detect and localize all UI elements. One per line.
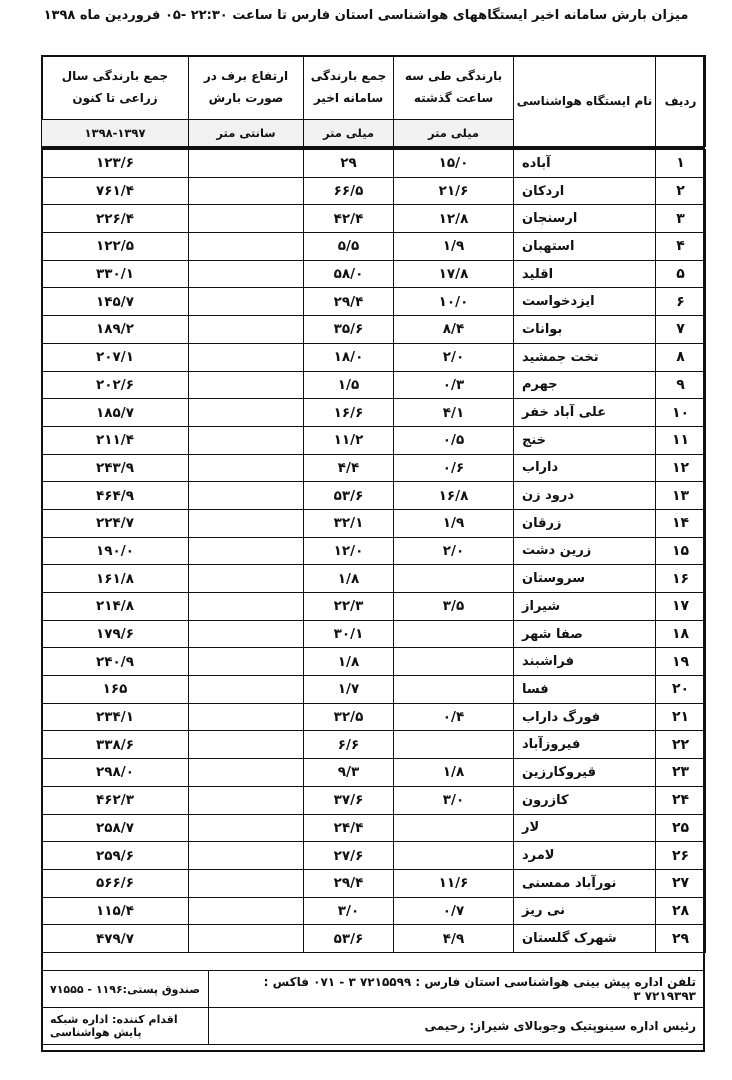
- snow-value: [189, 786, 304, 814]
- station-name: درود زن: [514, 482, 656, 510]
- system-total-value: ۱۲/۰: [304, 537, 394, 565]
- rain3h-value: ۰/۳: [394, 371, 514, 399]
- row-number: ۲۳: [656, 759, 706, 787]
- snow-value: [189, 676, 304, 704]
- row-number: ۳: [656, 205, 706, 233]
- table-row: [42, 786, 706, 814]
- system-total-value: ۳۷/۶: [304, 786, 394, 814]
- snow-value: [189, 288, 304, 316]
- season-total-value: ۲۹۸/۰: [42, 759, 189, 787]
- snow-value: [189, 260, 304, 288]
- rain3h-value: ۰/۷: [394, 897, 514, 925]
- system-total-value: ۳۰/۱: [304, 620, 394, 648]
- station-name: قیروکارزین: [514, 759, 656, 787]
- snow-value: [189, 814, 304, 842]
- rain3h-value: ۲/۰: [394, 537, 514, 565]
- system-total-value: ۲۹: [304, 150, 394, 178]
- snow-value: [189, 703, 304, 731]
- row-number: ۴: [656, 233, 706, 261]
- table-row: [42, 316, 706, 344]
- page-title: میزان بارش سامانه اخیر ایستگاههای هواشناسی استان فارس تا ساعت ۲۲:۳۰ -۰۵ فروردین ماه ۱۳۹۸: [43, 8, 689, 23]
- system-total-value: ۳۲/۱: [304, 509, 394, 537]
- table-row: [42, 260, 706, 288]
- row-number: ۱۲: [656, 454, 706, 482]
- system-total-value: ۲۹/۴: [304, 869, 394, 897]
- row-number: ۸: [656, 343, 706, 371]
- rain3h-value: [394, 620, 514, 648]
- season-total-value: ۱۲۳/۶: [42, 150, 189, 178]
- system-total-value: ۱/۸: [304, 648, 394, 676]
- table-row: [42, 288, 706, 316]
- system-total-value: ۶۶/۵: [304, 177, 394, 205]
- row-number: ۱۱: [656, 426, 706, 454]
- system-total-value: ۳۲/۵: [304, 703, 394, 731]
- station-name: صفا شهر: [514, 620, 656, 648]
- snow-value: [189, 842, 304, 870]
- table-row: [42, 343, 706, 371]
- station-name: تخت جمشید: [514, 343, 656, 371]
- table-row: [42, 814, 706, 842]
- rain3h-value: ۱/۸: [394, 759, 514, 787]
- rain3h-value: ۱۲/۸: [394, 205, 514, 233]
- system-total-value: ۳/۰: [304, 897, 394, 925]
- row-number: ۲۴: [656, 786, 706, 814]
- snow-value: [189, 565, 304, 593]
- snow-value: [189, 233, 304, 261]
- data-table: [41, 149, 706, 953]
- header-system-total: جمع بارندگی سامانه اخیر: [304, 56, 394, 120]
- row-number: ۱۷: [656, 593, 706, 621]
- season-total-value: ۲۰۲/۶: [42, 371, 189, 399]
- season-total-value: ۴۶۴/۹: [42, 482, 189, 510]
- rain3h-value: ۳/۰: [394, 786, 514, 814]
- station-name: سروستان: [514, 565, 656, 593]
- table-row: [42, 648, 706, 676]
- season-total-value: ۷۶۱/۴: [42, 177, 189, 205]
- row-number: ۷: [656, 316, 706, 344]
- system-total-value: ۲۴/۴: [304, 814, 394, 842]
- footer-table: [41, 970, 705, 1045]
- table-row: [42, 869, 706, 897]
- station-name: زرین دشت: [514, 537, 656, 565]
- rain3h-value: ۱۵/۰: [394, 150, 514, 178]
- row-number: ۲۲: [656, 731, 706, 759]
- season-total-value: ۱۹۰/۰: [42, 537, 189, 565]
- station-name: کازرون: [514, 786, 656, 814]
- station-name: آباده: [514, 150, 656, 178]
- station-name: ایزدخواست: [514, 288, 656, 316]
- row-number: ۲۷: [656, 869, 706, 897]
- table-row: [42, 620, 706, 648]
- snow-value: [189, 371, 304, 399]
- row-number: ۱۸: [656, 620, 706, 648]
- table-row: [42, 454, 706, 482]
- header-snow: ارتفاع برف در صورت بارش: [189, 56, 304, 120]
- snow-value: [189, 897, 304, 925]
- row-number: ۱۶: [656, 565, 706, 593]
- station-name: نی ریز: [514, 897, 656, 925]
- rain3h-value: ۲۱/۶: [394, 177, 514, 205]
- row-number: ۲۵: [656, 814, 706, 842]
- row-number: ۲: [656, 177, 706, 205]
- system-total-value: ۳۵/۶: [304, 316, 394, 344]
- season-total-value: ۲۵۸/۷: [42, 814, 189, 842]
- header-row-number: ردیف: [656, 56, 706, 147]
- season-total-value: ۱۷۹/۶: [42, 620, 189, 648]
- snow-value: [189, 482, 304, 510]
- row-number: ۲۱: [656, 703, 706, 731]
- table-row: [42, 759, 706, 787]
- header-season-unit: ۱۳۹۸-۱۳۹۷: [42, 119, 189, 146]
- table-row: [42, 593, 706, 621]
- snow-value: [189, 925, 304, 953]
- snow-value: [189, 648, 304, 676]
- station-name: خنج: [514, 426, 656, 454]
- table-row: [42, 371, 706, 399]
- table-row: [42, 842, 706, 870]
- rain3h-value: ۰/۶: [394, 454, 514, 482]
- table-row: [42, 509, 706, 537]
- rain3h-value: ۰/۵: [394, 426, 514, 454]
- station-name: جهرم: [514, 371, 656, 399]
- rain3h-value: ۱۱/۶: [394, 869, 514, 897]
- station-name: زرقان: [514, 509, 656, 537]
- snow-value: [189, 399, 304, 427]
- row-number: ۶: [656, 288, 706, 316]
- footer-action: اقدام کننده: اداره شبکه پایش هواشناسی: [42, 1008, 209, 1045]
- season-total-value: ۴۶۲/۳: [42, 786, 189, 814]
- season-total-value: ۱۴۵/۷: [42, 288, 189, 316]
- system-total-value: ۹/۳: [304, 759, 394, 787]
- rain3h-value: ۱۶/۸: [394, 482, 514, 510]
- table-row: [42, 731, 706, 759]
- station-name: علی آباد خفر: [514, 399, 656, 427]
- system-total-value: ۱/۵: [304, 371, 394, 399]
- season-total-value: ۲۴۰/۹: [42, 648, 189, 676]
- station-name: فورگ داراب: [514, 703, 656, 731]
- rain3h-value: [394, 731, 514, 759]
- rain3h-value: ۸/۴: [394, 316, 514, 344]
- snow-value: [189, 177, 304, 205]
- header-rain3h: بارندگی طی سه ساعت گذشته: [394, 56, 514, 120]
- table-header: [41, 55, 706, 147]
- rain3h-value: [394, 842, 514, 870]
- footer-head: رئیس اداره سینوپتیک وجوبالای شیراز: رحیمی: [209, 1008, 705, 1045]
- snow-value: [189, 426, 304, 454]
- system-total-value: ۴/۴: [304, 454, 394, 482]
- row-number: ۱۵: [656, 537, 706, 565]
- station-name: ارسنجان: [514, 205, 656, 233]
- rain3h-value: ۱/۹: [394, 233, 514, 261]
- season-total-value: ۵۶۶/۶: [42, 869, 189, 897]
- season-total-value: ۳۳۰/۱: [42, 260, 189, 288]
- station-name: لار: [514, 814, 656, 842]
- snow-value: [189, 869, 304, 897]
- header-rain3h-unit: میلی متر: [394, 119, 514, 146]
- snow-value: [189, 343, 304, 371]
- system-total-value: ۱۱/۲: [304, 426, 394, 454]
- rain3h-value: ۳/۵: [394, 593, 514, 621]
- header-snow-unit: سانتی متر: [189, 119, 304, 146]
- table-row: [42, 537, 706, 565]
- system-total-value: ۲۲/۳: [304, 593, 394, 621]
- snow-value: [189, 150, 304, 178]
- rain3h-value: [394, 648, 514, 676]
- season-total-value: ۱۶۱/۸: [42, 565, 189, 593]
- row-number: ۱۴: [656, 509, 706, 537]
- table-row: [42, 565, 706, 593]
- station-name: اقلید: [514, 260, 656, 288]
- system-total-value: ۱۶/۶: [304, 399, 394, 427]
- system-total-value: ۵۳/۶: [304, 925, 394, 953]
- footer-pobox: صندوق پستی:۱۱۹۶ - ۷۱۵۵۵: [42, 971, 209, 1008]
- season-total-value: ۱۶۵: [42, 676, 189, 704]
- station-name: بوانات: [514, 316, 656, 344]
- snow-value: [189, 620, 304, 648]
- snow-value: [189, 205, 304, 233]
- table-row: [42, 426, 706, 454]
- season-total-value: ۱۸۹/۲: [42, 316, 189, 344]
- system-total-value: ۵/۵: [304, 233, 394, 261]
- station-name: استهبان: [514, 233, 656, 261]
- station-name: فیروزآباد: [514, 731, 656, 759]
- season-total-value: ۲۲۴/۷: [42, 509, 189, 537]
- rain3h-value: ۱۷/۸: [394, 260, 514, 288]
- season-total-value: ۲۴۳/۹: [42, 454, 189, 482]
- rain3h-value: ۱/۹: [394, 509, 514, 537]
- table-row: [42, 150, 706, 178]
- header-station: نام ایستگاه هواشناسی: [514, 56, 656, 147]
- rain3h-value: ۴/۹: [394, 925, 514, 953]
- season-total-value: ۲۱۱/۴: [42, 426, 189, 454]
- snow-value: [189, 731, 304, 759]
- station-name: داراب: [514, 454, 656, 482]
- season-total-value: ۲۵۹/۶: [42, 842, 189, 870]
- row-number: ۲۶: [656, 842, 706, 870]
- station-name: لامرد: [514, 842, 656, 870]
- snow-value: [189, 537, 304, 565]
- table-row: [42, 177, 706, 205]
- snow-value: [189, 759, 304, 787]
- season-total-value: ۱۸۵/۷: [42, 399, 189, 427]
- system-total-value: ۱/۷: [304, 676, 394, 704]
- station-name: اردکان: [514, 177, 656, 205]
- table-row: [42, 205, 706, 233]
- season-total-value: ۳۳۸/۶: [42, 731, 189, 759]
- header-system-unit: میلی متر: [304, 119, 394, 146]
- row-number: ۵: [656, 260, 706, 288]
- row-number: ۹: [656, 371, 706, 399]
- rain3h-value: ۱۰/۰: [394, 288, 514, 316]
- table-row: [42, 925, 706, 953]
- rain3h-value: ۲/۰: [394, 343, 514, 371]
- table-row: [42, 703, 706, 731]
- header-season-total: جمع بارندگی سال زراعی تا کنون: [42, 56, 189, 120]
- season-total-value: ۲۰۷/۱: [42, 343, 189, 371]
- footer-phone: تلفن اداره پیش بینی هواشناسی استان فارس : ۷۲۱۵۵۹۹ ۳ - ۰۷۱ فاکس : ۷۲۱۹۳۹۳ ۳: [209, 971, 705, 1008]
- snow-value: [189, 454, 304, 482]
- season-total-value: ۴۷۹/۷: [42, 925, 189, 953]
- table-row: [42, 399, 706, 427]
- table-row: [42, 676, 706, 704]
- system-total-value: ۵۸/۰: [304, 260, 394, 288]
- row-number: ۱۰: [656, 399, 706, 427]
- snow-value: [189, 509, 304, 537]
- season-total-value: ۲۱۴/۸: [42, 593, 189, 621]
- station-name: فسا: [514, 676, 656, 704]
- row-number: ۱۹: [656, 648, 706, 676]
- row-number: ۱: [656, 150, 706, 178]
- row-number: ۲۸: [656, 897, 706, 925]
- station-name: نورآباد ممسنی: [514, 869, 656, 897]
- rain3h-value: [394, 676, 514, 704]
- station-name: شهرک گلستان: [514, 925, 656, 953]
- system-total-value: ۲۷/۶: [304, 842, 394, 870]
- season-total-value: ۲۳۴/۱: [42, 703, 189, 731]
- station-name: شیراز: [514, 593, 656, 621]
- rain3h-value: ۰/۴: [394, 703, 514, 731]
- table-row: [42, 233, 706, 261]
- system-total-value: ۵۳/۶: [304, 482, 394, 510]
- table-row: [42, 482, 706, 510]
- row-number: ۲۰: [656, 676, 706, 704]
- system-total-value: ۱۸/۰: [304, 343, 394, 371]
- station-name: فراشبند: [514, 648, 656, 676]
- rain3h-value: ۴/۱: [394, 399, 514, 427]
- system-total-value: ۴۲/۴: [304, 205, 394, 233]
- table-row: [42, 897, 706, 925]
- row-number: ۱۳: [656, 482, 706, 510]
- row-number: ۲۹: [656, 925, 706, 953]
- season-total-value: ۲۲۶/۴: [42, 205, 189, 233]
- season-total-value: ۱۲۲/۵: [42, 233, 189, 261]
- rain3h-value: [394, 565, 514, 593]
- snow-value: [189, 593, 304, 621]
- system-total-value: ۶/۶: [304, 731, 394, 759]
- rain3h-value: [394, 814, 514, 842]
- system-total-value: ۲۹/۴: [304, 288, 394, 316]
- system-total-value: ۱/۸: [304, 565, 394, 593]
- snow-value: [189, 316, 304, 344]
- season-total-value: ۱۱۵/۴: [42, 897, 189, 925]
